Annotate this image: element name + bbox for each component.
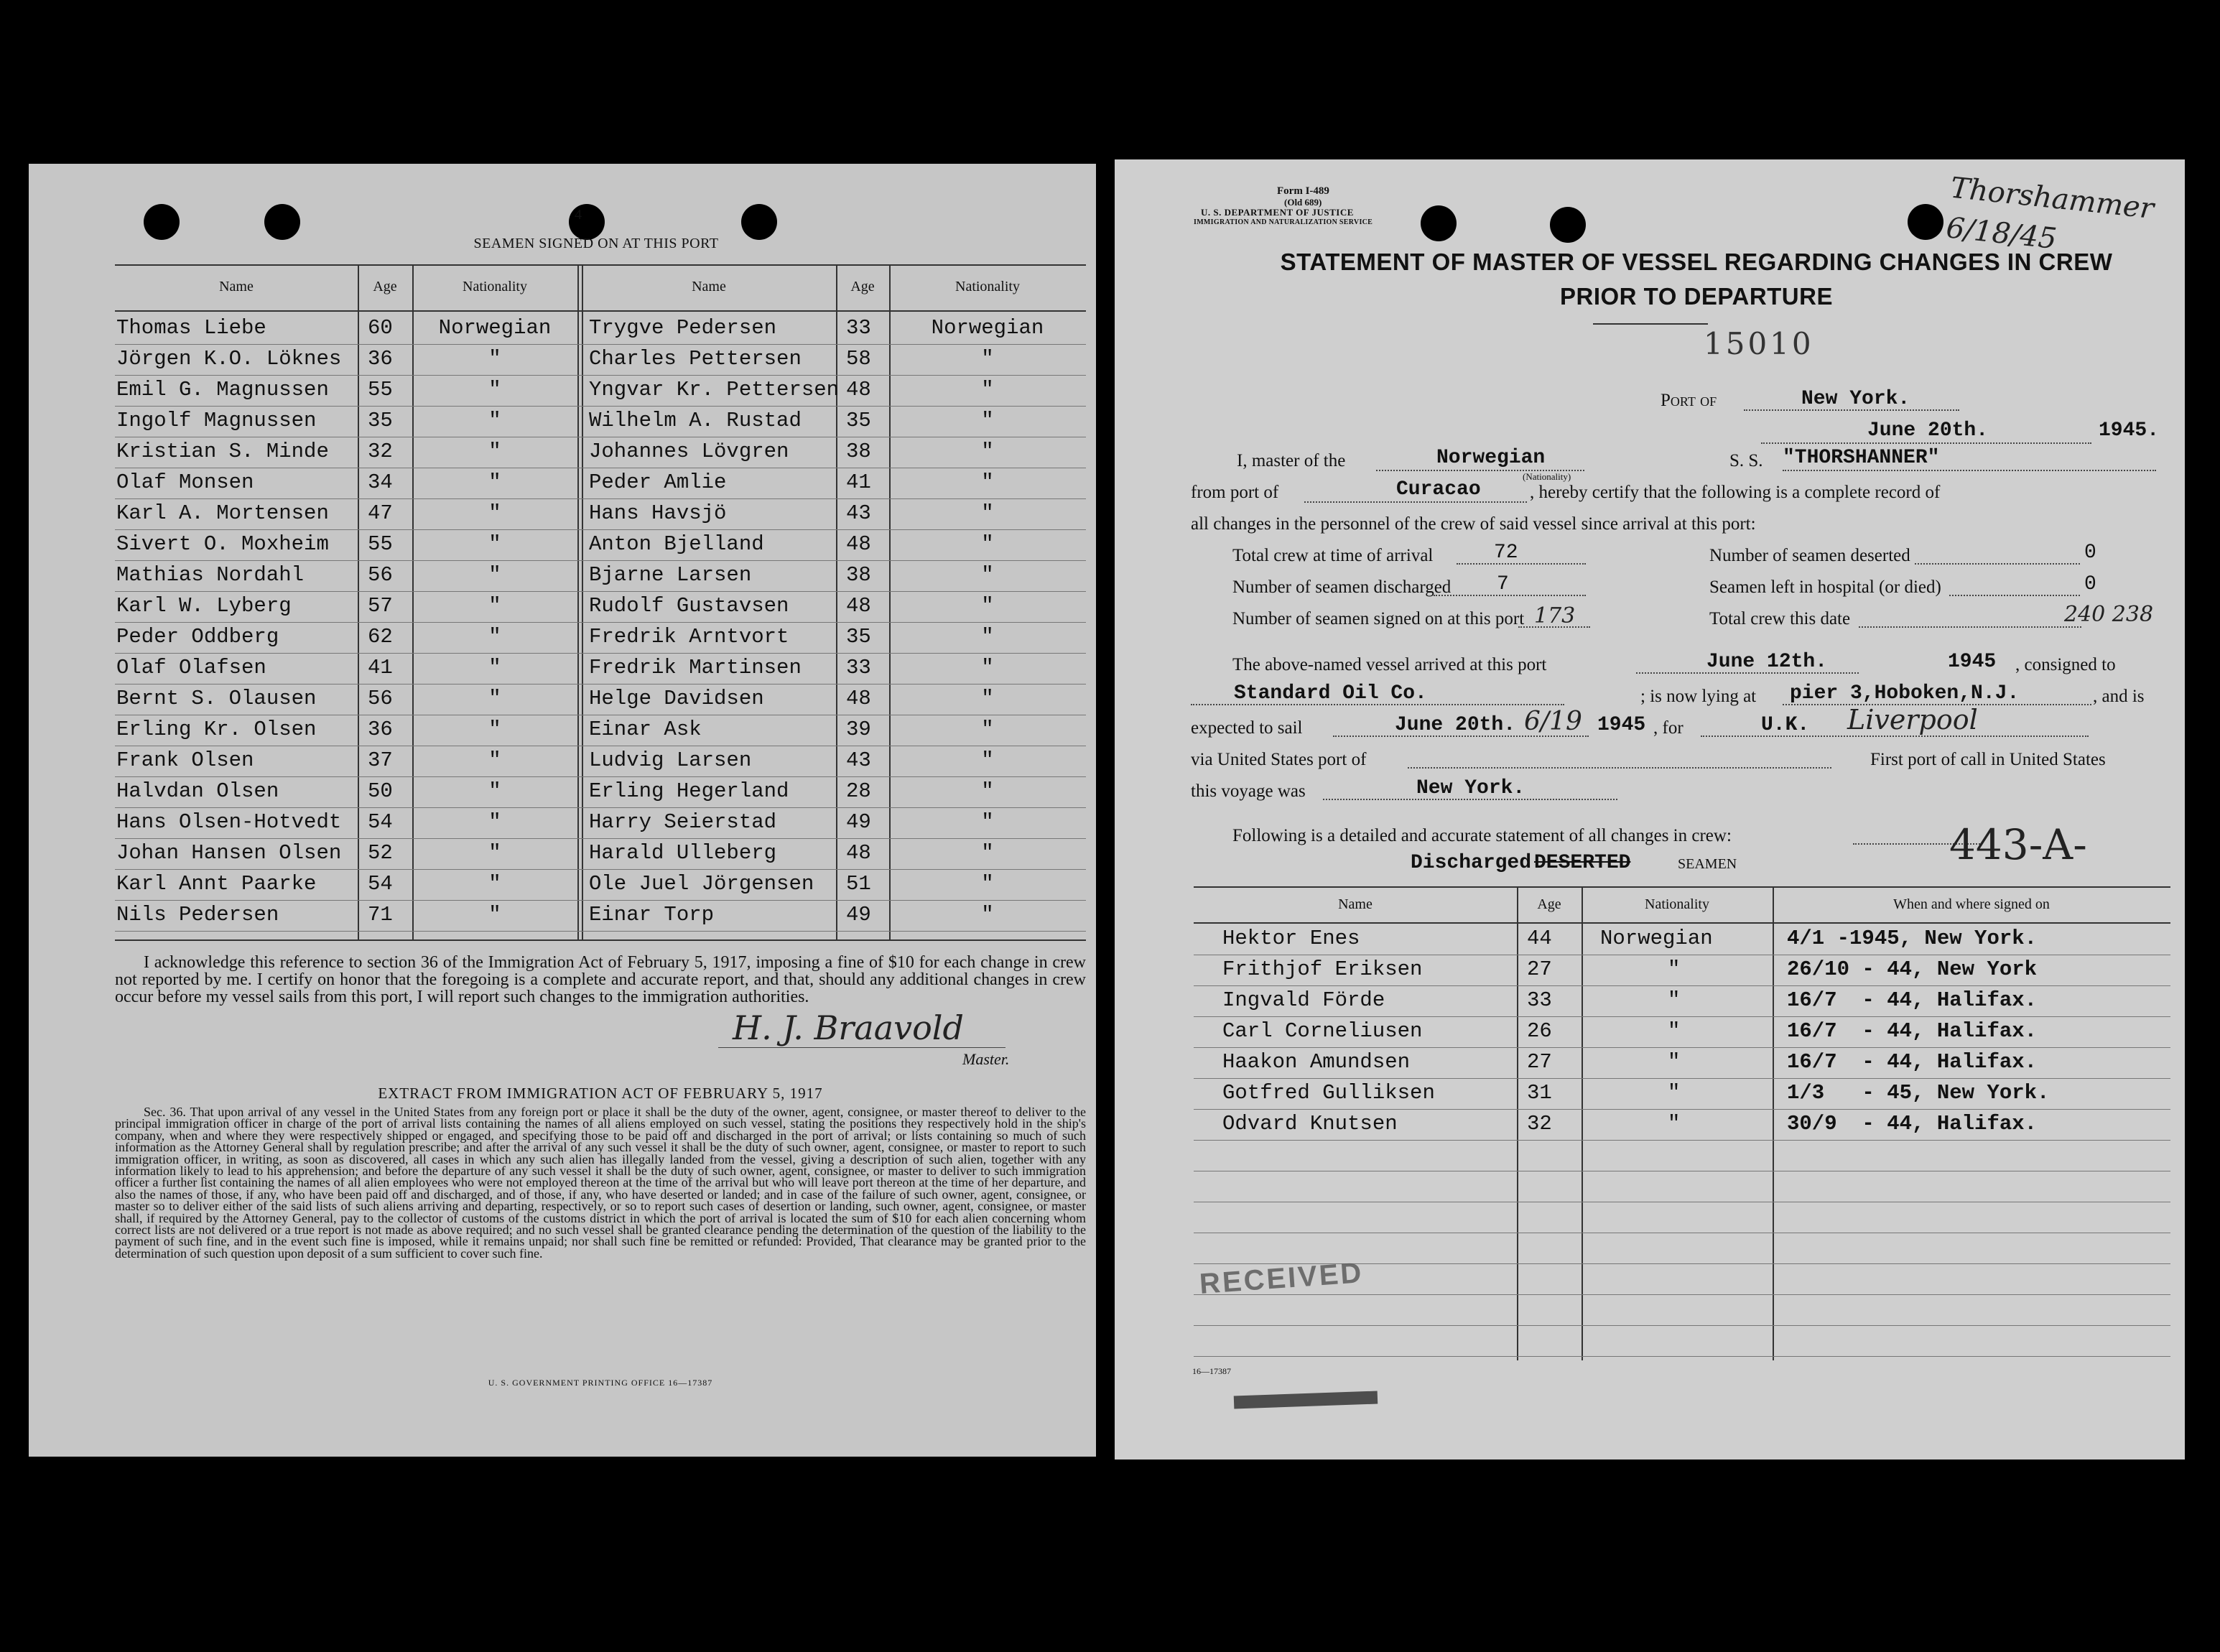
footer-code: 16—17387 xyxy=(1192,1366,1231,1376)
seaman-name: Ingvald Förde xyxy=(1222,988,1385,1012)
seaman-name: Emil G. Magnussen xyxy=(116,378,329,402)
header-when-where: When and where signed on xyxy=(1893,896,2050,912)
destination-line xyxy=(1701,735,2089,737)
date-line xyxy=(1761,442,2091,444)
table-row xyxy=(29,345,1096,376)
first-call-text: First port of call in United States xyxy=(1870,750,2106,769)
extract-text: Sec. 36. That upon arrival of any vessel in the United States from any foreign port or place it shall be the duty of the owner, agent, consignee, or master thereof to deliver to the principal immigration officer in charge of the port of arrival lists containing the names of all aliens employed on such vessel, stating the positions they respectively hold in the ship's company, when and where they were respectively shipped or engaged, and specifying those to be paid off and discharged in the port of arrival; or lists containing so much of such information as the Attorney General shall by regulation prescribe; and after the arrival of any such vessel it shall be the duty of such owner, agent, consignee, or master to report to such immigration officer, in writing, as soon as discovered, all cases in which any such alien has illegally landed from the vessel, giving a description of such alien, together with any information likely to lead to his apprehension; and before the departure of any such vessel it shall be the duty of such owner, agent, consignee, or master to deliver to such immigration officer a further list containing the names of all alien employees who were not employed thereon at the time of the arrival but who will leave port thereon at the time of her departure, and also the names of those, if any, who have been paid off and discharged, and of those, if any, who have deserted or landed; and in case of the failure of such owner, agent, consignee, or master so to deliver either of the said lists of such aliens arriving and departing, respectively, or so to report such cases of desertion or landing, such owner, agent, consignee, or master shall, if required by the Attorney General, pay to the collector of customs of the customs district in which the port of arrival is located the sum of $10 for each alien concerning whom correct lists are not delivered or a true report is not made as above required; and no such vessel shall be granted clearance pending the determination of the question of the liability to the payment of such fine, and in the event such fine is imposed, while it remains unpaid; nor shall such fine be remitted or refunded: Provided, That clearance may be granted prior to the determination of such question upon deposit of a sum sufficient to cover such fine. xyxy=(115,1105,1086,1261)
seaman-nationality: " xyxy=(981,470,994,494)
seaman-name: Anton Bjelland xyxy=(589,532,764,556)
and-is-text: , and is xyxy=(2093,687,2145,706)
seaman-name: Harald Ulleberg xyxy=(589,841,777,865)
seaman-name: Olaf Olafsen xyxy=(116,656,266,679)
seaman-age: 31 xyxy=(1527,1081,1552,1105)
sail-handwritten: 6/19 xyxy=(1524,707,1582,736)
seaman-nationality: " xyxy=(488,872,501,896)
seaman-nationality: " xyxy=(981,718,994,741)
seaman-name: Peder Amlie xyxy=(589,470,727,494)
table-row xyxy=(29,469,1096,499)
table-row xyxy=(29,778,1096,808)
seaman-age: 49 xyxy=(846,903,871,927)
date-value: June 20th. xyxy=(1867,419,1989,442)
seaman-nationality: " xyxy=(981,779,994,803)
seaman-age: 35 xyxy=(368,409,393,432)
expected-text: expected to sail xyxy=(1191,718,1303,738)
punch-hole xyxy=(1550,207,1586,243)
signed-on-when-where: 4/1 -1945, New York. xyxy=(1787,927,2038,950)
row-rule xyxy=(115,653,1086,654)
destination-handwritten: Liverpool xyxy=(1847,704,1978,735)
seaman-name: Helge Davidsen xyxy=(589,687,764,710)
seaman-name: Thomas Liebe xyxy=(116,316,266,340)
table-row xyxy=(29,593,1096,623)
seaman-age: 48 xyxy=(846,687,871,710)
row-rule xyxy=(115,529,1086,530)
seaman-name: Erling Hegerland xyxy=(589,779,789,803)
master-label: Master. xyxy=(962,1050,1010,1068)
left-page-title: SEAMEN SIGNED ON AT THIS PORT xyxy=(473,236,719,251)
table-top-rule xyxy=(1194,886,2170,888)
seaman-nationality: " xyxy=(981,625,994,649)
seaman-name: Johannes Lövgren xyxy=(589,440,789,463)
seaman-age: 33 xyxy=(846,656,871,679)
seaman-name: Ludvig Larsen xyxy=(589,748,752,772)
total-crew-arrival-label: Total crew at time of arrival xyxy=(1232,546,1434,565)
seaman-nationality: " xyxy=(1668,957,1681,981)
seaman-name: Hans Olsen-Hotvedt xyxy=(116,810,342,834)
seaman-nationality: Norwegian xyxy=(931,316,1044,340)
seaman-age: 43 xyxy=(846,748,871,772)
ink-stamp-mark xyxy=(1234,1391,1378,1409)
row-rule xyxy=(115,807,1086,808)
table-row xyxy=(1115,956,2185,986)
seaman-age: 57 xyxy=(368,594,393,618)
certify-text-2: all changes in the personnel of the crew of said vessel since arrival at this port: xyxy=(1191,514,1756,534)
total-crew-date: 240 238 xyxy=(2064,602,2154,627)
row-rule xyxy=(115,622,1086,623)
consignee: Standard Oil Co. xyxy=(1234,682,1427,705)
seaman-age: 44 xyxy=(1527,927,1552,950)
seaman-name: Wilhelm A. Rustad xyxy=(589,409,802,432)
total-crew-date-label: Total crew this date xyxy=(1709,609,1851,628)
seaman-name: Frank Olsen xyxy=(116,748,254,772)
hospital-label: Seamen left in hospital (or died) xyxy=(1709,577,1941,597)
left-page xyxy=(29,164,1096,1457)
stat-line xyxy=(1915,563,2080,565)
seaman-nationality: " xyxy=(981,903,994,927)
table-row xyxy=(29,809,1096,839)
seaman-name: Peder Oddberg xyxy=(116,625,279,649)
seaman-name: Olaf Monsen xyxy=(116,470,254,494)
seaman-age: 71 xyxy=(368,903,393,927)
seaman-nationality: " xyxy=(981,378,994,402)
seaman-nationality: " xyxy=(981,841,994,865)
seaman-age: 48 xyxy=(846,594,871,618)
table-row xyxy=(1115,987,2185,1017)
signed-on-when-where: 30/9 - 44, Halifax. xyxy=(1787,1112,2038,1136)
seaman-name: Bjarne Larsen xyxy=(589,563,752,587)
table-header-rule xyxy=(1194,922,2170,924)
seaman-age: 54 xyxy=(368,810,393,834)
seaman-age: 49 xyxy=(846,810,871,834)
seaman-nationality: " xyxy=(488,501,501,525)
table-row xyxy=(29,901,1096,932)
seaman-nationality: " xyxy=(981,810,994,834)
seaman-nationality: " xyxy=(488,470,501,494)
row-rule xyxy=(115,344,1086,345)
seaman-nationality: " xyxy=(488,625,501,649)
seaman-nationality: " xyxy=(488,810,501,834)
table-row xyxy=(29,871,1096,901)
seaman-name: Karl W. Lyberg xyxy=(116,594,292,618)
seaman-nationality: " xyxy=(488,656,501,679)
following-text: Following is a detailed and accurate statement of all changes in crew: xyxy=(1232,826,1732,845)
received-stamp: RECEIVED xyxy=(1198,1257,1365,1300)
row-rule xyxy=(115,900,1086,901)
seamen-label: SEAMEN xyxy=(1678,856,1737,872)
punch-hole xyxy=(264,204,300,240)
destination: U.K. xyxy=(1761,714,1810,736)
punch-hole xyxy=(1908,204,1943,240)
stat-line xyxy=(1859,626,2081,628)
header-name: Name xyxy=(1338,896,1373,912)
seaman-name: Karl A. Mortensen xyxy=(116,501,329,525)
stat-line xyxy=(1949,595,2080,596)
signed-on-when-where: 1/3 - 45, New York. xyxy=(1787,1081,2050,1105)
table-row xyxy=(29,407,1096,437)
lying-text: ; is now lying at xyxy=(1640,687,1757,706)
right-page xyxy=(1115,159,2185,1460)
seaman-age: 36 xyxy=(368,718,393,741)
certify-text: , hereby certify that the following is a complete record of xyxy=(1530,483,1941,502)
signed-on-when-where: 16/7 - 44, Halifax. xyxy=(1787,1019,2038,1043)
seaman-age: 55 xyxy=(368,532,393,556)
nationality-value: Norwegian xyxy=(1436,447,1546,469)
table-row xyxy=(29,716,1096,746)
seaman-name: Hans Havsjö xyxy=(589,501,727,525)
table-row xyxy=(1115,1080,2185,1110)
header-age-2: Age xyxy=(850,279,875,294)
seaman-nationality: " xyxy=(981,347,994,371)
table-row xyxy=(29,500,1096,530)
row-rule xyxy=(115,931,1086,932)
seaman-name: Fredrik Martinsen xyxy=(589,656,802,679)
table-row xyxy=(29,623,1096,654)
via-line xyxy=(1408,767,1831,769)
table-row xyxy=(29,685,1096,715)
master-signature: H. J. Braavold xyxy=(733,1008,964,1047)
sail-date: June 20th. xyxy=(1395,714,1516,736)
signed-on: 173 xyxy=(1534,603,1576,628)
discharged: 7 xyxy=(1497,573,1509,595)
total-crew-arrival: 72 xyxy=(1494,542,1518,564)
seaman-age: 32 xyxy=(368,440,393,463)
handwritten-corner-note: Thorshammer 6/18/45 xyxy=(1944,171,2156,256)
voyage-text: this voyage was xyxy=(1191,781,1306,801)
page-number: 4 xyxy=(575,207,582,223)
seaman-nationality: " xyxy=(981,532,994,556)
port-value: New York. xyxy=(1801,388,1910,410)
seaman-name: Kristian S. Minde xyxy=(116,440,329,463)
seaman-name: Johan Hansen Olsen xyxy=(116,841,342,865)
port-label: Port of xyxy=(1661,391,1717,410)
extract-title: EXTRACT FROM IMMIGRATION ACT OF FEBRUARY 5, 1917 xyxy=(378,1085,823,1102)
seaman-nationality: " xyxy=(488,563,501,587)
for-text: , for xyxy=(1653,718,1683,738)
seaman-age: 48 xyxy=(846,378,871,402)
sail-year: 1945 xyxy=(1597,714,1646,736)
seaman-nationality: " xyxy=(488,841,501,865)
service: IMMIGRATION AND NATURALIZATION SERVICE xyxy=(1194,218,1373,226)
handwritten-number: 15010 xyxy=(1704,326,1814,361)
arrival-date: June 12th. xyxy=(1706,651,1828,673)
seaman-nationality: " xyxy=(1668,988,1681,1012)
from-port-value: Curacao xyxy=(1396,478,1481,501)
punch-hole xyxy=(144,204,180,240)
signature-line xyxy=(718,1047,1005,1048)
seaman-nationality: " xyxy=(488,718,501,741)
table-row xyxy=(1115,925,2185,955)
seaman-nationality: " xyxy=(981,440,994,463)
title-rule xyxy=(1593,323,1708,325)
from-port-line xyxy=(1304,501,1527,503)
seaman-name: Hektor Enes xyxy=(1222,927,1360,950)
row-rule xyxy=(115,560,1086,561)
seaman-name: Frithjof Eriksen xyxy=(1222,957,1423,981)
seaman-age: 48 xyxy=(846,841,871,865)
seaman-age: 50 xyxy=(368,779,393,803)
stat-line xyxy=(1457,563,1586,565)
seaman-name: Gotfred Gulliksen xyxy=(1222,1081,1435,1105)
table-top-rule xyxy=(115,264,1086,266)
seaman-age: 26 xyxy=(1527,1019,1552,1043)
stat-line xyxy=(1434,595,1586,596)
handwritten-reference: 443-A- xyxy=(1949,820,2087,869)
table-row xyxy=(29,840,1096,870)
table-row xyxy=(29,654,1096,685)
seaman-name: Trygve Pedersen xyxy=(589,316,777,340)
seaman-age: 38 xyxy=(846,563,871,587)
seaman-age: 43 xyxy=(846,501,871,525)
seaman-nationality: " xyxy=(488,440,501,463)
seaman-name: Carl Corneliusen xyxy=(1222,1019,1423,1043)
seaman-nationality: " xyxy=(488,594,501,618)
seaman-age: 35 xyxy=(846,409,871,432)
seaman-name: Erling Kr. Olsen xyxy=(116,718,317,741)
via-text: via United States port of xyxy=(1191,750,1367,769)
seaman-nationality: " xyxy=(981,501,994,525)
seaman-nationality: " xyxy=(488,409,501,432)
hospital: 0 xyxy=(2084,573,2096,595)
table-bottom-rule xyxy=(115,939,1086,941)
row-rule xyxy=(115,498,1086,499)
seaman-age: 33 xyxy=(846,316,871,340)
seaman-age: 36 xyxy=(368,347,393,371)
seaman-name: Bernt S. Olausen xyxy=(116,687,317,710)
seaman-name: Karl Annt Paarke xyxy=(116,872,317,896)
table-row xyxy=(29,376,1096,407)
seaman-age: 51 xyxy=(846,872,871,896)
seaman-name: Sivert O. Moxheim xyxy=(116,532,329,556)
seaman-nationality: " xyxy=(488,532,501,556)
seaman-name: Harry Seierstad xyxy=(589,810,777,834)
seaman-name: Einar Torp xyxy=(589,903,715,927)
seaman-name: Mathias Nordahl xyxy=(116,563,305,587)
form-number: Form I-489 xyxy=(1277,185,1329,197)
seaman-age: 28 xyxy=(846,779,871,803)
header-nationality: Nationality xyxy=(1645,896,1709,912)
ss-label: S. S. xyxy=(1729,451,1763,470)
printing-office-note: U. S. GOVERNMENT PRINTING OFFICE 16—17387 xyxy=(488,1378,713,1388)
lying-at: pier 3,Hoboken,N.J. xyxy=(1790,682,2020,705)
signed-on-label: Number of seamen signed on at this port xyxy=(1232,609,1525,628)
ship-name: "THORSHANNER" xyxy=(1783,447,1940,469)
header-nationality-2: Nationality xyxy=(955,279,1020,294)
seaman-age: 56 xyxy=(368,563,393,587)
seaman-name: Halvdan Olsen xyxy=(116,779,279,803)
arrival-text: The above-named vessel arrived at this port xyxy=(1232,655,1547,674)
seaman-name: Haakon Amundsen xyxy=(1222,1050,1411,1074)
row-rule xyxy=(115,838,1086,839)
seaman-age: 41 xyxy=(846,470,871,494)
seaman-age: 32 xyxy=(1527,1112,1552,1136)
punch-hole xyxy=(741,204,777,240)
seaman-name: Einar Ask xyxy=(589,718,702,741)
deserted: 0 xyxy=(2084,542,2096,564)
seaman-nationality: " xyxy=(488,687,501,710)
row-rule xyxy=(115,684,1086,685)
seaman-name: Yngvar Kr. Pettersen xyxy=(589,378,840,402)
seaman-name: Jörgen K.O. Löknes xyxy=(116,347,342,371)
discharged-label: Number of seamen discharged xyxy=(1232,577,1452,597)
row-rule xyxy=(1194,1294,2170,1295)
table-row xyxy=(29,747,1096,777)
struck-word: DESERTED xyxy=(1534,852,1631,874)
arrival-year: 1945 xyxy=(1948,651,1997,673)
voyage-port: New York. xyxy=(1416,777,1525,799)
seaman-name: Charles Pettersen xyxy=(589,347,802,371)
seaman-age: 62 xyxy=(368,625,393,649)
seaman-age: 39 xyxy=(846,718,871,741)
table-row xyxy=(1115,1110,2185,1141)
seaman-age: 41 xyxy=(368,656,393,679)
table-header-rule xyxy=(115,310,1086,312)
seaman-nationality: Norwegian xyxy=(438,316,552,340)
seaman-nationality: " xyxy=(981,687,994,710)
seaman-name: Ingolf Magnussen xyxy=(116,409,317,432)
changes-type: Discharged xyxy=(1411,852,1532,874)
row-rule xyxy=(115,776,1086,777)
form-title-line-1: STATEMENT OF MASTER OF VESSEL REGARDING CHANGES IN CREW xyxy=(1280,249,2113,275)
seaman-age: 52 xyxy=(368,841,393,865)
seaman-age: 35 xyxy=(846,625,871,649)
ship-line xyxy=(1783,470,2156,471)
seaman-nationality: " xyxy=(488,347,501,371)
signed-on-when-where: 26/10 - 44, New York xyxy=(1787,957,2038,981)
seaman-nationality: " xyxy=(1668,1112,1681,1136)
table-row xyxy=(29,315,1096,345)
seaman-nationality: " xyxy=(1668,1019,1681,1043)
seaman-name: Rudolf Gustavsen xyxy=(589,594,789,618)
seaman-name: Fredrik Arntvort xyxy=(589,625,789,649)
header-age-1: Age xyxy=(373,279,397,294)
seaman-nationality: " xyxy=(488,779,501,803)
header-name-1: Name xyxy=(219,279,254,294)
table-row xyxy=(29,438,1096,468)
table-row xyxy=(1115,1018,2185,1048)
form-title-line-2: PRIOR TO DEPARTURE xyxy=(1560,283,1833,310)
seaman-age: 38 xyxy=(846,440,871,463)
seaman-name: Odvard Knutsen xyxy=(1222,1112,1398,1136)
department: U. S. DEPARTMENT OF JUSTICE xyxy=(1201,207,1354,218)
seaman-age: 60 xyxy=(368,316,393,340)
seaman-age: 34 xyxy=(368,470,393,494)
seaman-age: 27 xyxy=(1527,1050,1552,1074)
signed-on-when-where: 16/7 - 44, Halifax. xyxy=(1787,988,2038,1012)
row-rule xyxy=(1194,1356,2170,1357)
row-rule xyxy=(115,375,1086,376)
seaman-age: 55 xyxy=(368,378,393,402)
master-label-text: I, master of the xyxy=(1237,451,1346,470)
row-rule xyxy=(115,591,1086,592)
row-rule xyxy=(115,406,1086,407)
table-row xyxy=(29,531,1096,561)
seaman-nationality: " xyxy=(981,748,994,772)
acknowledgement-text: I acknowledge this reference to section 36 of the Immigration Act of February 5, 1917, imposing a fine of $10 for each change in crew not reported by me. I certify on honor that the foregoing is a complete and accurate report, and that, should any additional changes in crew occur before my vessel sails from this port, I will report such changes to the immigration authorities. xyxy=(115,953,1086,1006)
seaman-nationality: " xyxy=(1668,1081,1681,1105)
header-age: Age xyxy=(1537,896,1561,912)
consigned-text: , consigned to xyxy=(2015,655,2116,674)
seaman-age: 48 xyxy=(846,532,871,556)
table-row xyxy=(1115,1049,2185,1079)
seaman-nationality: " xyxy=(488,748,501,772)
signed-on-when-where: 16/7 - 44, Halifax. xyxy=(1787,1050,2038,1074)
nationality-label: (Nationality) xyxy=(1523,471,1571,482)
seaman-name: Nils Pedersen xyxy=(116,903,279,927)
year-value: 1945. xyxy=(2099,419,2160,442)
row-rule xyxy=(1194,1325,2170,1326)
from-port-label: from port of xyxy=(1191,483,1279,502)
table-row xyxy=(29,562,1096,592)
seaman-nationality: " xyxy=(488,903,501,927)
seaman-nationality: " xyxy=(981,594,994,618)
seaman-nationality: " xyxy=(981,563,994,587)
form-old: (Old 689) xyxy=(1284,197,1322,208)
seaman-age: 33 xyxy=(1527,988,1552,1012)
header-nationality-1: Nationality xyxy=(463,279,527,294)
seaman-age: 54 xyxy=(368,872,393,896)
header-name-2: Name xyxy=(692,279,726,294)
seaman-name: Ole Juel Jörgensen xyxy=(589,872,814,896)
seaman-age: 37 xyxy=(368,748,393,772)
seaman-nationality: " xyxy=(981,872,994,896)
seaman-nationality: " xyxy=(981,409,994,432)
row-rule xyxy=(115,869,1086,870)
seaman-age: 58 xyxy=(846,347,871,371)
seaman-age: 47 xyxy=(368,501,393,525)
seaman-age: 56 xyxy=(368,687,393,710)
seaman-age: 27 xyxy=(1527,957,1552,981)
seaman-nationality: Norwegian xyxy=(1600,927,1713,950)
seaman-nationality: " xyxy=(1668,1050,1681,1074)
punch-hole xyxy=(1421,205,1457,241)
seaman-nationality: " xyxy=(488,378,501,402)
seaman-nationality: " xyxy=(981,656,994,679)
deserted-label: Number of seamen deserted xyxy=(1709,546,1910,565)
